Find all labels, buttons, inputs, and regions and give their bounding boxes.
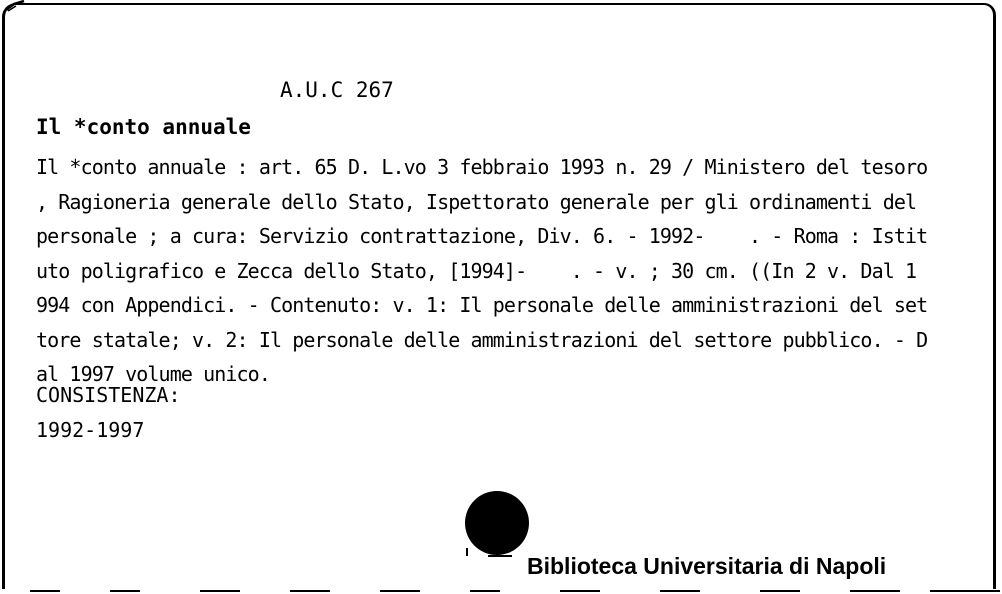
description-line: 994 con Appendici. - Contenuto: v. 1: Il personale delle amministrazioni del set bbox=[36, 293, 928, 317]
library-name: Biblioteca Universitaria di Napoli bbox=[527, 553, 887, 579]
shelfmark: A.U.C 267 bbox=[280, 78, 394, 102]
holdings-value: 1992-1997 bbox=[36, 418, 145, 442]
holdings-label: CONSISTENZA: bbox=[36, 383, 181, 407]
description-line: tore statale; v. 2: Il personale delle amministrazioni del settore pubblico. - D bbox=[36, 327, 928, 352]
card-bottom-edge bbox=[0, 588, 1002, 594]
description-line: uto poligrafico e Zecca dello Stato, [1994]- . - v. ; 30 cm. ((In 2 v. Dal 1 bbox=[36, 258, 917, 283]
description-line: Il *conto annuale : art. 65 D. L.vo 3 febbraio 1993 n. 29 / Ministero del tesoro bbox=[36, 155, 928, 179]
punch-hole-mark-icon bbox=[466, 542, 514, 558]
description-line: personale ; a cura: Servizio contrattazione, Div. 6. - 1992- . - Roma : Istit bbox=[36, 224, 928, 248]
description-line: , Ragioneria generale dello Stato, Ispettorato generale per gli ordinamenti del bbox=[36, 189, 917, 214]
corner-pen-mark bbox=[4, 0, 26, 12]
card-heading: Il *conto annuale bbox=[36, 115, 251, 139]
bibliographic-description bbox=[36, 150, 976, 392]
description-line: al 1997 volume unico. bbox=[36, 362, 270, 386]
